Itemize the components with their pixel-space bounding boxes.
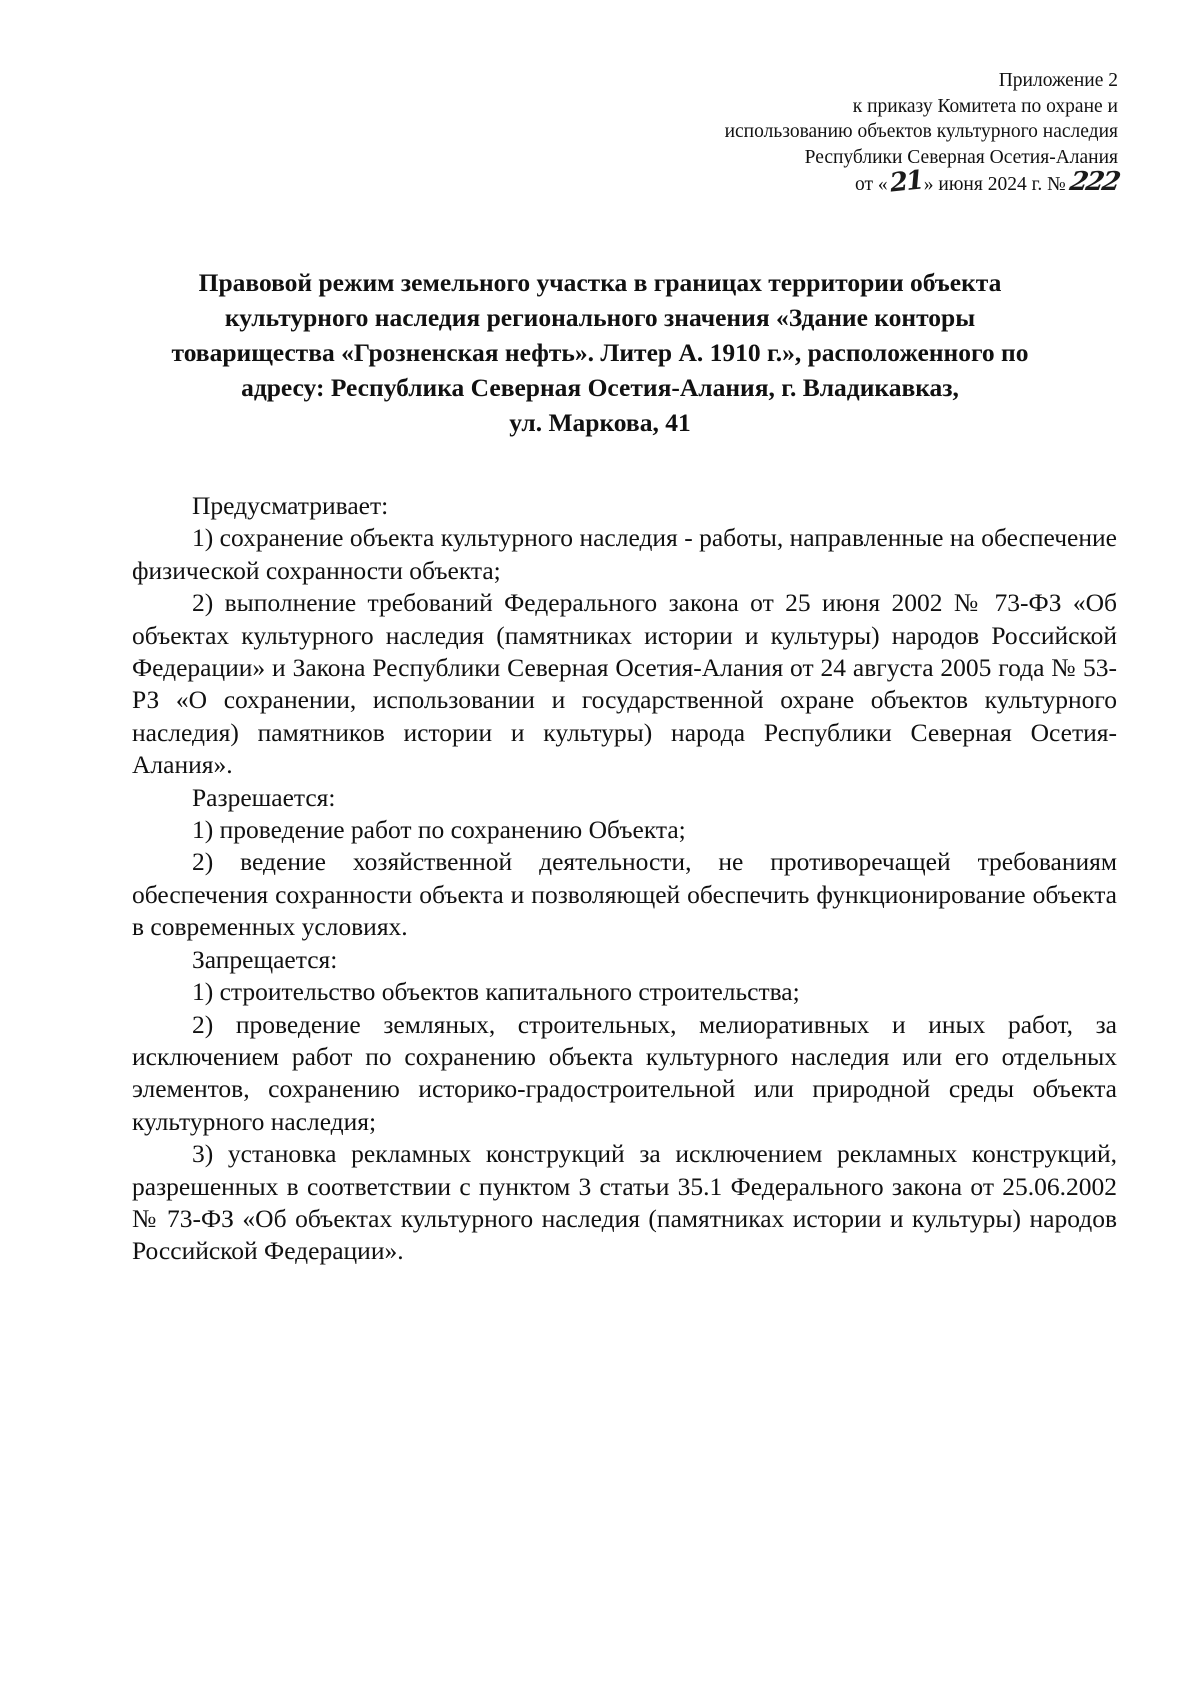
forbidden-item-1: 1) строительство объектов капитального строительства; [192, 977, 800, 1007]
title-line: товарищества «Грозненская нефть». Литер А. 1910 г.», расположенного по [171, 338, 1029, 367]
title-line: ул. Маркова, 41 [509, 408, 691, 437]
provides-heading: Предусматривает: [192, 491, 389, 520]
allowed-item-1: 1) проведение работ по сохранению Объекта; [192, 815, 686, 845]
annex-header [724, 68, 1121, 199]
title-line: культурного наследия регионального значения «Здание конторы [224, 303, 976, 332]
allowed-item-2: 2) ведение хозяйственной деятельности, не противоречащей требованиям обеспечения сохранности объекта и позволяющей обеспечить функционирование объекта в современных условиях. [132, 847, 1117, 942]
forbidden-item-3: 3) установка рекламных конструкций за исключением рекламных конструкций, разрешенных в соответствии с пунктом 3 статьи 35.1 Федерального закона от 25.06.2002 № 73-ФЗ «Об объектах культурного наследия (памятниках истории и культуры) народов Российской Федерации». [132, 1139, 1117, 1266]
provides-item-1: 1) сохранение объекта культурного наследия - работы, направленные на обеспечение физической сохранности объекта; [132, 523, 1117, 585]
annex-line: Приложение 2 [998, 70, 1118, 91]
provides-item-2: 2) выполнение требований Федерального закона от 25 июня 2002 № 73-ФЗ «Об объектах культурного наследия (памятниках истории и культуры) народов Российской Федерации» и Закона Республики Северная Осетия-Алания от 24 августа 2005 года № 53-РЗ «О сохранении, использовании и государственной охране объектов культурного наследия) памятников истории и культуры) народа Республики Северная Осетия-Алания». [132, 588, 1117, 780]
allowed-heading: Разрешается: [192, 782, 336, 812]
document-title [130, 265, 1070, 440]
annex-line: использованию объектов культурного наследия [724, 121, 1118, 142]
forbidden-heading: Запрещается: [192, 944, 338, 974]
handwritten-day: 21 [888, 165, 924, 199]
title-line: адресу: Республика Северная Осетия-Алания, г. Владикавказ, [241, 373, 959, 402]
handwritten-order-number: 222 [1067, 167, 1121, 197]
date-suffix: » июня 2024 г. № [923, 174, 1066, 195]
date-prefix: от « [854, 174, 888, 195]
forbidden-item-2: 2) проведение земляных, строительных, мелиоративных и иных работ, за исключением работ по сохранению объекта культурного наследия или его отдельных элементов, сохранению историко-градостроительной или природной среды объекта культурного наследия; [132, 1009, 1117, 1136]
annex-line: Республики Северная Осетия-Алания [804, 146, 1118, 168]
annex-date-line [725, 165, 1121, 199]
annex-line: к приказу Комитета по охране и [852, 95, 1118, 117]
title-line: Правовой режим земельного участка в границах территории объекта [198, 268, 1002, 297]
document-body [132, 490, 1117, 1268]
